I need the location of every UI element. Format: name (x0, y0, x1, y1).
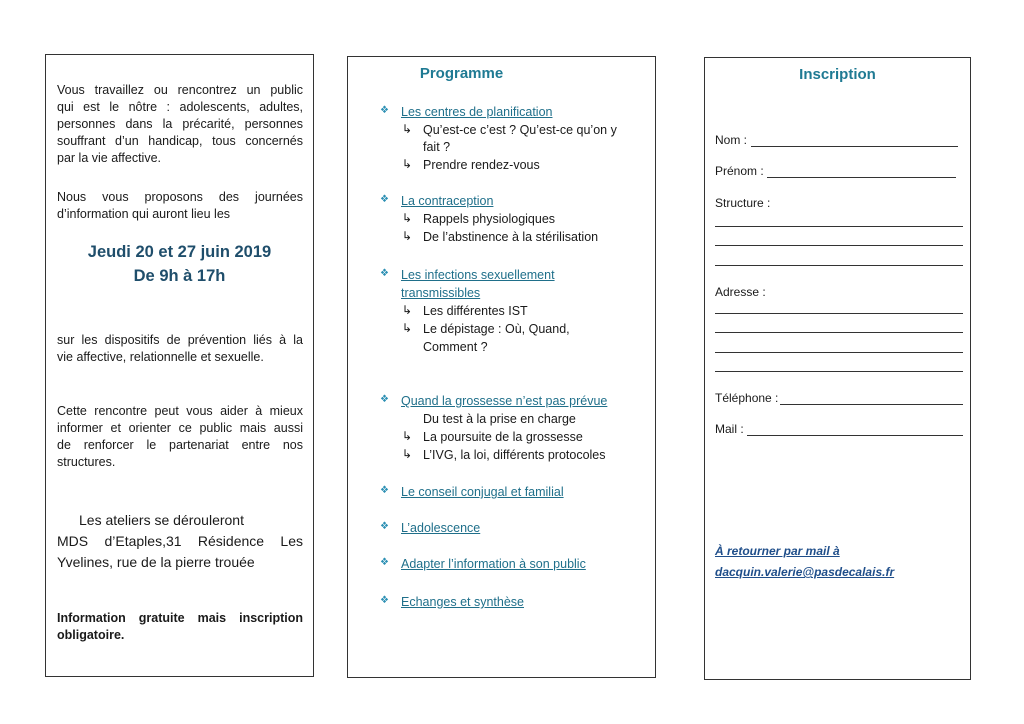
return-instruction: À retourner par mail à (715, 544, 840, 558)
programme-subitem: fait ? (423, 140, 451, 154)
diamond-bullet-icon: ❖ (380, 105, 389, 116)
intro-line: par la vie affective. (57, 151, 161, 165)
nom-label: Nom : (715, 133, 748, 147)
intro-line: souffrant d’un handicap, tous concernés (57, 134, 303, 148)
adresse-label: Adresse : (715, 285, 766, 299)
adresse-field[interactable] (715, 371, 963, 372)
arrow-bullet-icon: ↳ (402, 321, 413, 335)
programme-subitem: Du test à la prise en charge (423, 412, 576, 426)
arrow-bullet-icon: ↳ (402, 447, 413, 461)
ateliers-line: MDS d’Etaples,31 Résidence Les (57, 533, 303, 549)
programme-item: La contraception (401, 194, 494, 208)
programme-item: transmissibles (401, 286, 481, 300)
programme-item: L’adolescence (401, 521, 481, 535)
diamond-bullet-icon: ❖ (380, 521, 389, 532)
programme-subitem: Prendre rendez-vous (423, 158, 540, 172)
event-hours: De 9h à 17h (133, 267, 226, 285)
programme-subitem: Rappels physiologiques (423, 212, 556, 226)
intro-panel (45, 54, 314, 677)
programme-subitem: L’IVG, la loi, différents protocoles (423, 448, 606, 462)
adresse-field[interactable] (715, 313, 963, 314)
arrow-bullet-icon: ↳ (402, 122, 413, 136)
programme-item: Les centres de planification (401, 105, 553, 119)
structure-field[interactable] (715, 226, 963, 227)
rencontre-line: informer et orienter ce public mais aussi (57, 421, 303, 435)
diamond-bullet-icon: ❖ (380, 394, 389, 405)
programme-subitem: Les différentes IST (423, 304, 528, 318)
programme-title: Programme (419, 65, 504, 82)
mail-field[interactable] (747, 435, 963, 436)
info-line: Information gratuite mais inscription (57, 611, 303, 625)
info-line: obligatoire. (57, 628, 125, 642)
diamond-bullet-icon: ❖ (380, 194, 389, 205)
programme-subitem: Qu’est-ce c’est ? Qu’est-ce qu’on y (423, 123, 617, 137)
diamond-bullet-icon: ❖ (380, 557, 389, 568)
telephone-label: Téléphone : (715, 391, 779, 405)
programme-item: Le conseil conjugal et familial (401, 485, 564, 499)
intro-line: Vous travaillez ou rencontrez un public (57, 83, 303, 97)
arrow-bullet-icon: ↳ (402, 211, 413, 225)
structure-field[interactable] (715, 265, 963, 266)
ateliers-line: Les ateliers se dérouleront (79, 512, 244, 528)
rencontre-line: structures. (57, 455, 116, 469)
programme-item: Echanges et synthèse (401, 595, 524, 609)
adresse-field[interactable] (715, 352, 963, 353)
prenom-field[interactable] (767, 177, 956, 178)
propose-line: Nous vous proposons des journées (57, 190, 303, 204)
diamond-bullet-icon: ❖ (380, 485, 389, 496)
programme-subitem: La poursuite de la grossesse (423, 430, 583, 444)
programme-item: Quand la grossesse n’est pas prévue (401, 394, 608, 408)
inscription-title: Inscription (799, 66, 876, 83)
programme-subitem: Comment ? (423, 340, 488, 354)
structure-field[interactable] (715, 245, 963, 246)
adresse-field[interactable] (715, 332, 963, 333)
telephone-field[interactable] (780, 404, 963, 405)
intro-line: personnes dans la précarité, personnes (57, 117, 303, 131)
ateliers-line: Yvelines, rue de la pierre trouée (57, 554, 255, 570)
structure-label: Structure : (715, 196, 771, 210)
programme-item: Les infections sexuellement (401, 268, 555, 282)
arrow-bullet-icon: ↳ (402, 429, 413, 443)
return-email-link[interactable]: dacquin.valerie@pasdecalais.fr (715, 565, 895, 579)
programme-panel (347, 56, 656, 678)
programme-item: Adapter l’information à son public (401, 557, 586, 571)
event-dates: Jeudi 20 et 27 juin 2019 (87, 243, 272, 261)
programme-subitem: Le dépistage : Où, Quand, (423, 322, 570, 336)
arrow-bullet-icon: ↳ (402, 303, 413, 317)
nom-field[interactable] (751, 146, 958, 147)
rencontre-line: Cette rencontre peut vous aider à mieux (57, 404, 303, 418)
prenom-label: Prénom : (715, 164, 764, 178)
dispositifs-line: vie affective, relationnelle et sexuelle. (57, 350, 264, 364)
diamond-bullet-icon: ❖ (380, 595, 389, 606)
arrow-bullet-icon: ↳ (402, 229, 413, 243)
dispositifs-line: sur les dispositifs de prévention liés à la (57, 333, 303, 347)
intro-line: qui est le nôtre : adolescents, adultes, (57, 100, 303, 114)
rencontre-line: de renforcer le partenariat entre nos (57, 438, 303, 452)
mail-label: Mail : (715, 422, 744, 436)
inscription-panel (704, 57, 971, 680)
diamond-bullet-icon: ❖ (380, 268, 389, 279)
programme-subitem: De l’abstinence à la stérilisation (423, 230, 599, 244)
propose-line: d’information qui auront lieu les (57, 207, 231, 221)
arrow-bullet-icon: ↳ (402, 157, 413, 171)
